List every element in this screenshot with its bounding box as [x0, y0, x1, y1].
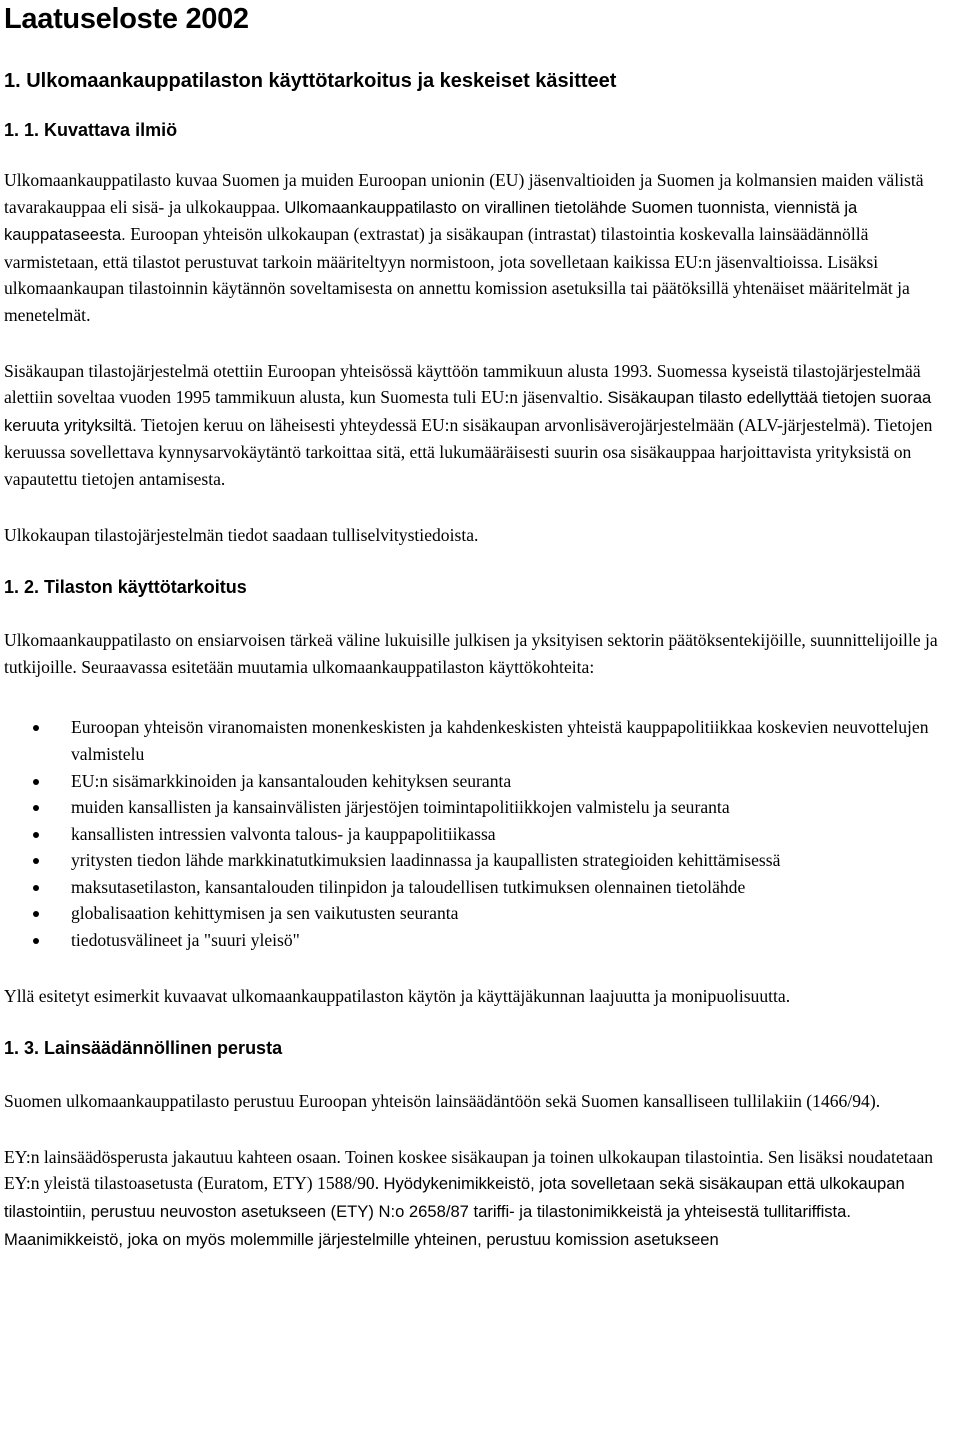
bullet-icon [33, 805, 39, 811]
p2-sentence-b: Sisäkaupan tilasto edellyttää tietojen suoraa keruuta yrityksiltä. [4, 388, 932, 435]
document-title: Laatuseloste 2002 [4, 3, 249, 35]
section-1-1-heading: 1. 1. Kuvattava ilmiö [4, 120, 178, 140]
section-1-1-paragraph-2 [4, 358, 956, 493]
section-1-2-intro [4, 627, 956, 680]
list-item: EU:n sisämarkkinoiden ja kansantalouden kehityksen seuranta [71, 768, 956, 795]
list-item: maksutasetilaston, kansantalouden tilinpidon ja taloudellisen tutkimuksen olennainen tietolähde [71, 874, 956, 901]
p1-sentence-c: Euroopan yhteisön ulkokaupan (extrastat) ja sisäkaupan (intrastat) tilastointia koskevalla lainsäädännöllä varmistetaan, että tilastot perustuvat tarkoin määriteltyyn normistoon, jota sovelletaan kaikissa EU:n jäsenvaltioissa. [4, 224, 869, 272]
bullet-icon [33, 858, 39, 864]
bullet-icon [33, 832, 39, 838]
section-1-heading: 1. Ulkomaankauppatilaston käyttötarkoitus ja keskeiset käsitteet [4, 70, 617, 92]
legal-sentence-a: EY:n lainsäädösperusta jakautuu kahteen osaan. Toinen koskee sisäkaupan ja toinen ulkokaupan tilastointia. Sen lisäksi noudatetaan EY:n yleistä tilastoasetusta (Euratom, ETY) 1588/90. [4, 1146, 934, 1194]
section-1-3-paragraph-2 [4, 1144, 956, 1253]
p2-sentence-c: Tietojen keruu on läheisesti yhteydessä EU:n sisäkaupan arvonlisäverojärjestelmään (ALV-järjestelmä). Tietojen keruussa sovellettava kynnysarvokäytäntö tarkoittaa sitä, että lukumääräisesti suurin osa sisäkauppaa harjoittavista yrityksistä on vapautettu tietojen antamisesta. [4, 414, 933, 489]
intro-sentence-a: Ulkomaankauppatilasto on ensiarvoisen tärkeä väline lukuisille julkisen ja yksityisen sektorin päätöksentekijöille, suunnittelijoille ja tutkijoille. [4, 630, 938, 677]
p2-sentence-a: Sisäkaupan tilastojärjestelmä otettiin Euroopan yhteisössä käyttöön tammikuun alusta 1993. Suomessa kyseistä tilastojärjestelmää alettiin soveltaa vuoden 1995 tammikuun alusta, kun Suomesta tuli EU:n jäsenvaltio. [4, 360, 921, 408]
section-1-2-outro: Yllä esitetyt esimerkit kuvaavat ulkomaankauppatilaston käytön ja käyttäjäkunnan laajuutta ja monipuolisuutta. [4, 985, 791, 1006]
legal-sentence-c: Maanimikkeistö, joka on myös molemmille järjestelmille yhteinen, perustuu komission asetukseen [4, 1229, 719, 1249]
list-item: muiden kansallisten ja kansainvälisten järjestöjen toimintapolitiikkojen valmistelu ja seuranta [71, 794, 956, 821]
bullet-icon [33, 911, 39, 917]
p1-sentence-b: Ulkomaankauppatilasto on virallinen tietolähde Suomen tuonnista, viennistä ja kauppataseesta. [4, 197, 858, 245]
section-1-1-paragraph-3: Ulkokaupan tilastojärjestelmän tiedot saadaan tulliselvitystiedoista. [4, 524, 479, 545]
list-item: yritysten tiedon lähde markkinatutkimuksien laadinnassa ja kaupallisten strategioiden kehittämisessä [71, 847, 956, 874]
list-item: Euroopan yhteisön viranomaisten monenkeskisten ja kahdenkeskisten yhteistä kauppapolitiikkaa koskevien neuvottelujen valmistelu [71, 714, 956, 767]
intro-sentence-b: Seuraavassa esitetään muutamia ulkomaankauppatilaston käyttökohteita: [81, 656, 595, 677]
section-1-3-paragraph-1: Suomen ulkomaankauppatilasto perustuu Euroopan yhteisön lainsäädäntöön sekä Suomen kansalliseen tullilakiin (1466/94). [4, 1091, 881, 1112]
usage-list [4, 714, 956, 953]
list-item: globalisaation kehittymisen ja sen vaikutusten seuranta [71, 900, 956, 927]
document-page [4, 0, 956, 1253]
p1-sentence-a: Ulkomaankauppatilasto kuvaa Suomen ja muiden Euroopan unionin (EU) jäsenvaltioiden ja Suomen ja kolmansien maiden välistä tavarakauppaa eli sisä- ja ulkokauppaa. [4, 170, 924, 217]
bullet-icon [33, 938, 39, 944]
section-1-3-heading: 1. 3. Lainsäädännöllinen perusta [4, 1038, 283, 1059]
p1-sentence-d: Lisäksi ulkomaankaupan tilastoinnin käytännön soveltamisesta on annettu komission asetuksilla tai päätöksillä yhtenäiset määritelmät ja menetelmät. [4, 251, 910, 325]
bullet-icon [33, 885, 39, 891]
bullet-icon [33, 725, 39, 731]
bullet-icon [33, 779, 39, 785]
section-1-2-heading: 1. 2. Tilaston käyttötarkoitus [4, 577, 247, 598]
section-1-1-paragraph-1 [4, 167, 956, 329]
legal-sentence-b: Hyödykenimikkeistö, jota sovelletaan sekä sisäkaupan että ulkokaupan tilastointiin, perustuu neuvoston asetukseen (ETY) N:o 2658/87 tariffi- ja tilastonimikkeistä ja yhteisestä tullitariffista. [4, 1174, 905, 1222]
list-item: kansallisten intressien valvonta talous- ja kauppapolitiikassa [71, 821, 956, 848]
list-item: tiedotusvälineet ja "suuri yleisö" [71, 927, 956, 954]
